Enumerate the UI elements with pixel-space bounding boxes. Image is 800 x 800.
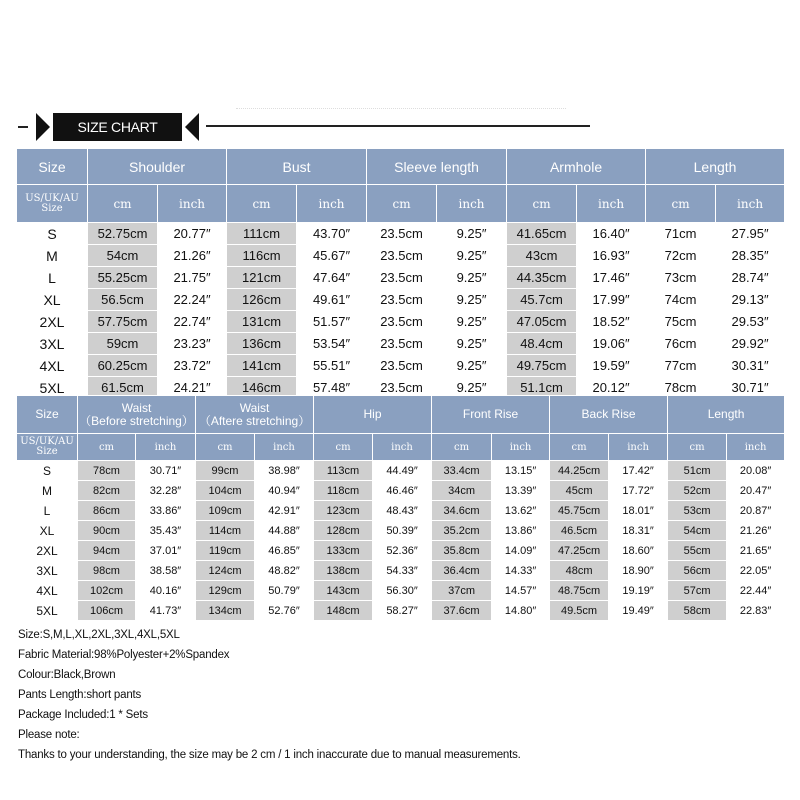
cm-value-cell: 106cm <box>78 601 136 621</box>
inch-value-cell: 14.09″ <box>492 541 550 561</box>
cm-value-cell: 94cm <box>78 541 136 561</box>
cm-value-cell: 136cm <box>227 333 297 355</box>
note-please-note: Please note: <box>18 729 80 741</box>
inch-value-cell: 22.24″ <box>158 289 227 311</box>
cm-value-cell: 60.25cm <box>88 355 158 377</box>
unit-cm: cm <box>432 434 492 461</box>
unit-cm: cm <box>367 185 437 223</box>
cm-value-cell: 56cm <box>668 561 727 581</box>
header-dash <box>18 126 28 128</box>
size-cell: 5XL <box>17 601 78 621</box>
cm-value-cell: 51cm <box>668 461 727 481</box>
cm-value-cell: 73cm <box>646 267 716 289</box>
cm-value-cell: 45cm <box>550 481 609 501</box>
note-pants-length: Pants Length:short pants <box>18 689 142 701</box>
inch-value-cell: 16.93″ <box>577 245 646 267</box>
cm-value-cell: 78cm <box>78 461 136 481</box>
inch-value-cell: 14.80″ <box>492 601 550 621</box>
unit-cm: cm <box>78 434 136 461</box>
inch-value-cell: 27.95″ <box>716 223 785 245</box>
cm-value-cell: 102cm <box>78 581 136 601</box>
unit-cm: cm <box>550 434 609 461</box>
cm-value-cell: 133cm <box>314 541 373 561</box>
inch-value-cell: 20.12″ <box>577 377 646 399</box>
cm-value-cell: 23.5cm <box>367 377 437 399</box>
table-row <box>17 481 785 501</box>
inch-value-cell: 45.67″ <box>297 245 367 267</box>
table-row <box>17 461 785 481</box>
size-label-word: Size <box>41 202 63 214</box>
inch-value-cell: 37.01″ <box>136 541 196 561</box>
table-row <box>17 501 785 521</box>
size-cell: M <box>17 245 88 267</box>
cm-value-cell: 48.4cm <box>507 333 577 355</box>
inch-value-cell: 22.83″ <box>727 601 785 621</box>
cm-value-cell: 35.2cm <box>432 521 492 541</box>
inch-value-cell: 17.72″ <box>609 481 668 501</box>
table-row <box>17 311 785 333</box>
inch-value-cell: 48.43″ <box>373 501 432 521</box>
cm-value-cell: 37cm <box>432 581 492 601</box>
cm-value-cell: 141cm <box>227 355 297 377</box>
inch-value-cell: 19.59″ <box>577 355 646 377</box>
cm-value-cell: 121cm <box>227 267 297 289</box>
cm-value-cell: 47.05cm <box>507 311 577 333</box>
waist-after-title: Waist <box>239 400 270 415</box>
cm-value-cell: 57.75cm <box>88 311 158 333</box>
inch-value-cell: 13.39″ <box>492 481 550 501</box>
inch-value-cell: 20.77″ <box>158 223 227 245</box>
cm-value-cell: 46.5cm <box>550 521 609 541</box>
inch-value-cell: 55.51″ <box>297 355 367 377</box>
cm-value-cell: 111cm <box>227 223 297 245</box>
size-label-region: US/UK/AU <box>25 192 79 204</box>
table-row <box>17 561 785 581</box>
unit-cm: cm <box>507 185 577 223</box>
cm-value-cell: 55cm <box>668 541 727 561</box>
inch-value-cell: 41.73″ <box>136 601 196 621</box>
inch-value-cell: 30.71″ <box>716 377 785 399</box>
size-column-header: Size <box>17 396 78 434</box>
unit-inch: inch <box>609 434 668 461</box>
unit-cm: cm <box>646 185 716 223</box>
size-cell: M <box>17 481 78 501</box>
banner-title: SIZE CHART <box>77 119 158 135</box>
cm-value-cell: 47.25cm <box>550 541 609 561</box>
inch-value-cell: 46.85″ <box>255 541 314 561</box>
inch-value-cell: 54.33″ <box>373 561 432 581</box>
size-cell: 5XL <box>17 377 88 399</box>
inch-value-cell: 42.91″ <box>255 501 314 521</box>
note-disclaimer: Thanks to your understanding, the size may be 2 cm / 1 inch inaccurate due to manual measurements. <box>18 749 521 761</box>
size-cell: 3XL <box>17 561 78 581</box>
note-colour: Colour:Black,Brown <box>18 669 116 681</box>
cm-value-cell: 78cm <box>646 377 716 399</box>
length-header: Length <box>646 149 785 185</box>
table-row <box>17 289 785 311</box>
inch-value-cell: 40.16″ <box>136 581 196 601</box>
cm-value-cell: 36.4cm <box>432 561 492 581</box>
size-chart-header <box>0 108 800 144</box>
cm-value-cell: 129cm <box>196 581 255 601</box>
unit-cm: cm <box>227 185 297 223</box>
cm-value-cell: 33.4cm <box>432 461 492 481</box>
inch-value-cell: 9.25″ <box>437 355 507 377</box>
size-cell: S <box>17 461 78 481</box>
inch-value-cell: 18.52″ <box>577 311 646 333</box>
cm-value-cell: 23.5cm <box>367 223 437 245</box>
table-row <box>17 541 785 561</box>
inch-value-cell: 22.05″ <box>727 561 785 581</box>
cm-value-cell: 99cm <box>196 461 255 481</box>
cm-value-cell: 143cm <box>314 581 373 601</box>
cm-value-cell: 76cm <box>646 333 716 355</box>
inch-value-cell: 20.87″ <box>727 501 785 521</box>
cm-value-cell: 104cm <box>196 481 255 501</box>
cm-value-cell: 23.5cm <box>367 311 437 333</box>
table-row <box>17 245 785 267</box>
inch-value-cell: 38.58″ <box>136 561 196 581</box>
cm-value-cell: 49.5cm <box>550 601 609 621</box>
inch-value-cell: 47.64″ <box>297 267 367 289</box>
cm-value-cell: 45.75cm <box>550 501 609 521</box>
cm-value-cell: 51.1cm <box>507 377 577 399</box>
inch-value-cell: 20.47″ <box>727 481 785 501</box>
cm-value-cell: 49.75cm <box>507 355 577 377</box>
bust-header: Bust <box>227 149 367 185</box>
inch-value-cell: 49.61″ <box>297 289 367 311</box>
size-label-cell <box>17 185 88 223</box>
inch-value-cell: 17.46″ <box>577 267 646 289</box>
table-row <box>17 581 785 601</box>
top-table-body <box>17 223 785 399</box>
cm-value-cell: 44.25cm <box>550 461 609 481</box>
unit-cm: cm <box>196 434 255 461</box>
cm-value-cell: 98cm <box>78 561 136 581</box>
cm-value-cell: 23.5cm <box>367 355 437 377</box>
inch-value-cell: 20.08″ <box>727 461 785 481</box>
inch-value-cell: 46.46″ <box>373 481 432 501</box>
cm-value-cell: 23.5cm <box>367 289 437 311</box>
cm-value-cell: 34.6cm <box>432 501 492 521</box>
inch-value-cell: 18.01″ <box>609 501 668 521</box>
cm-value-cell: 131cm <box>227 311 297 333</box>
unit-inch: inch <box>255 434 314 461</box>
cm-value-cell: 114cm <box>196 521 255 541</box>
inch-value-cell: 18.60″ <box>609 541 668 561</box>
size-cell: L <box>17 267 88 289</box>
table-row <box>17 333 785 355</box>
cm-value-cell: 71cm <box>646 223 716 245</box>
cm-value-cell: 23.5cm <box>367 333 437 355</box>
inch-value-cell: 17.99″ <box>577 289 646 311</box>
table-row <box>17 601 785 621</box>
cm-value-cell: 48cm <box>550 561 609 581</box>
sleeve-length-header: Sleeve length <box>367 149 507 185</box>
inch-value-cell: 53.54″ <box>297 333 367 355</box>
inch-value-cell: 13.86″ <box>492 521 550 541</box>
inch-value-cell: 44.88″ <box>255 521 314 541</box>
product-notes <box>18 625 788 765</box>
decorative-dots <box>236 108 566 111</box>
inch-value-cell: 29.92″ <box>716 333 785 355</box>
inch-value-cell: 52.76″ <box>255 601 314 621</box>
inch-value-cell: 51.57″ <box>297 311 367 333</box>
inch-value-cell: 9.25″ <box>437 267 507 289</box>
inch-value-cell: 9.25″ <box>437 311 507 333</box>
table-row <box>17 521 785 541</box>
table-row <box>17 267 785 289</box>
cm-value-cell: 37.6cm <box>432 601 492 621</box>
cm-value-cell: 59cm <box>88 333 158 355</box>
cm-value-cell: 72cm <box>646 245 716 267</box>
inch-value-cell: 14.33″ <box>492 561 550 581</box>
unit-inch: inch <box>716 185 785 223</box>
unit-inch: inch <box>158 185 227 223</box>
inch-value-cell: 17.42″ <box>609 461 668 481</box>
bottom-size-table <box>16 395 785 621</box>
cm-value-cell: 126cm <box>227 289 297 311</box>
note-package: Package Included:1 * Sets <box>18 709 148 721</box>
waist-before-header <box>78 396 196 434</box>
unit-inch: inch <box>373 434 432 461</box>
shoulder-header: Shoulder <box>88 149 227 185</box>
cm-value-cell: 57cm <box>668 581 727 601</box>
size-cell: S <box>17 223 88 245</box>
inch-value-cell: 21.75″ <box>158 267 227 289</box>
size-cell: 2XL <box>17 311 88 333</box>
inch-value-cell: 58.27″ <box>373 601 432 621</box>
inch-value-cell: 57.48″ <box>297 377 367 399</box>
armhole-header: Armhole <box>507 149 646 185</box>
cm-value-cell: 86cm <box>78 501 136 521</box>
waist-before-note: （Before stretching） <box>79 413 194 428</box>
cm-value-cell: 90cm <box>78 521 136 541</box>
inch-value-cell: 19.19″ <box>609 581 668 601</box>
cm-value-cell: 134cm <box>196 601 255 621</box>
inch-value-cell: 9.25″ <box>437 333 507 355</box>
inch-value-cell: 24.21″ <box>158 377 227 399</box>
front-rise-header: Front Rise <box>432 396 550 434</box>
cm-value-cell: 56.5cm <box>88 289 158 311</box>
inch-value-cell: 29.13″ <box>716 289 785 311</box>
inch-value-cell: 38.98″ <box>255 461 314 481</box>
inch-value-cell: 13.15″ <box>492 461 550 481</box>
size-cell: 4XL <box>17 355 88 377</box>
size-chart-banner <box>36 113 199 141</box>
table-row <box>17 223 785 245</box>
cm-value-cell: 54cm <box>88 245 158 267</box>
cm-value-cell: 41.65cm <box>507 223 577 245</box>
length-header: Length <box>668 396 785 434</box>
inch-value-cell: 32.28″ <box>136 481 196 501</box>
inch-value-cell: 44.49″ <box>373 461 432 481</box>
inch-value-cell: 50.79″ <box>255 581 314 601</box>
inch-value-cell: 50.39″ <box>373 521 432 541</box>
cm-value-cell: 119cm <box>196 541 255 561</box>
unit-inch: inch <box>437 185 507 223</box>
waist-before-title: Waist <box>121 400 152 415</box>
size-cell: XL <box>17 289 88 311</box>
cm-value-cell: 54cm <box>668 521 727 541</box>
unit-inch: inch <box>297 185 367 223</box>
size-label-word: Size <box>36 446 58 457</box>
inch-value-cell: 21.26″ <box>158 245 227 267</box>
inch-value-cell: 48.82″ <box>255 561 314 581</box>
inch-value-cell: 9.25″ <box>437 223 507 245</box>
inch-value-cell: 56.30″ <box>373 581 432 601</box>
waist-after-note: （Aftere stretching） <box>198 413 311 428</box>
size-cell: 4XL <box>17 581 78 601</box>
inch-value-cell: 30.71″ <box>136 461 196 481</box>
inch-value-cell: 14.57″ <box>492 581 550 601</box>
cm-value-cell: 58cm <box>668 601 727 621</box>
cm-value-cell: 138cm <box>314 561 373 581</box>
note-fabric: Fabric Material:98%Polyester+2%Spandex <box>18 649 230 661</box>
inch-value-cell: 35.43″ <box>136 521 196 541</box>
back-rise-header: Back Rise <box>550 396 668 434</box>
bottom-table-body <box>17 461 785 621</box>
size-label-region: US/UK/AU <box>20 436 74 447</box>
cm-value-cell: 48.75cm <box>550 581 609 601</box>
inch-value-cell: 18.90″ <box>609 561 668 581</box>
cm-value-cell: 123cm <box>314 501 373 521</box>
unit-inch: inch <box>492 434 550 461</box>
table-row <box>17 355 785 377</box>
size-cell: L <box>17 501 78 521</box>
inch-value-cell: 9.25″ <box>437 377 507 399</box>
cm-value-cell: 146cm <box>227 377 297 399</box>
inch-value-cell: 16.40″ <box>577 223 646 245</box>
inch-value-cell: 52.36″ <box>373 541 432 561</box>
cm-value-cell: 35.8cm <box>432 541 492 561</box>
cm-value-cell: 43cm <box>507 245 577 267</box>
inch-value-cell: 30.31″ <box>716 355 785 377</box>
inch-value-cell: 23.23″ <box>158 333 227 355</box>
inch-value-cell: 28.35″ <box>716 245 785 267</box>
cm-value-cell: 52cm <box>668 481 727 501</box>
inch-value-cell: 33.86″ <box>136 501 196 521</box>
cm-value-cell: 109cm <box>196 501 255 521</box>
size-cell: XL <box>17 521 78 541</box>
inch-value-cell: 22.74″ <box>158 311 227 333</box>
unit-inch: inch <box>727 434 785 461</box>
cm-value-cell: 82cm <box>78 481 136 501</box>
cm-value-cell: 61.5cm <box>88 377 158 399</box>
unit-inch: inch <box>136 434 196 461</box>
inch-value-cell: 13.62″ <box>492 501 550 521</box>
cm-value-cell: 74cm <box>646 289 716 311</box>
cm-value-cell: 53cm <box>668 501 727 521</box>
cm-value-cell: 23.5cm <box>367 245 437 267</box>
note-sizes: Size:S,M,L,XL,2XL,3XL,4XL,5XL <box>18 629 180 641</box>
cm-value-cell: 44.35cm <box>507 267 577 289</box>
inch-value-cell: 19.49″ <box>609 601 668 621</box>
inch-value-cell: 28.74″ <box>716 267 785 289</box>
cm-value-cell: 45.7cm <box>507 289 577 311</box>
inch-value-cell: 43.70″ <box>297 223 367 245</box>
inch-value-cell: 21.65″ <box>727 541 785 561</box>
cm-value-cell: 55.25cm <box>88 267 158 289</box>
cm-value-cell: 52.75cm <box>88 223 158 245</box>
cm-value-cell: 34cm <box>432 481 492 501</box>
cm-value-cell: 128cm <box>314 521 373 541</box>
inch-value-cell: 29.53″ <box>716 311 785 333</box>
inch-value-cell: 9.25″ <box>437 289 507 311</box>
size-label-cell <box>17 434 78 461</box>
inch-value-cell: 23.72″ <box>158 355 227 377</box>
size-cell: 2XL <box>17 541 78 561</box>
size-cell: 3XL <box>17 333 88 355</box>
cm-value-cell: 113cm <box>314 461 373 481</box>
inch-value-cell: 22.44″ <box>727 581 785 601</box>
inch-value-cell: 40.94″ <box>255 481 314 501</box>
waist-after-header <box>196 396 314 434</box>
unit-inch: inch <box>577 185 646 223</box>
cm-value-cell: 116cm <box>227 245 297 267</box>
cm-value-cell: 77cm <box>646 355 716 377</box>
inch-value-cell: 9.25″ <box>437 245 507 267</box>
size-column-header: Size <box>17 149 88 185</box>
inch-value-cell: 18.31″ <box>609 521 668 541</box>
cm-value-cell: 148cm <box>314 601 373 621</box>
unit-cm: cm <box>668 434 727 461</box>
unit-cm: cm <box>88 185 158 223</box>
cm-value-cell: 118cm <box>314 481 373 501</box>
inch-value-cell: 21.26″ <box>727 521 785 541</box>
cm-value-cell: 23.5cm <box>367 267 437 289</box>
cm-value-cell: 75cm <box>646 311 716 333</box>
hip-header: Hip <box>314 396 432 434</box>
unit-cm: cm <box>314 434 373 461</box>
top-size-table <box>16 148 785 399</box>
inch-value-cell: 19.06″ <box>577 333 646 355</box>
header-rule <box>206 125 590 127</box>
cm-value-cell: 124cm <box>196 561 255 581</box>
